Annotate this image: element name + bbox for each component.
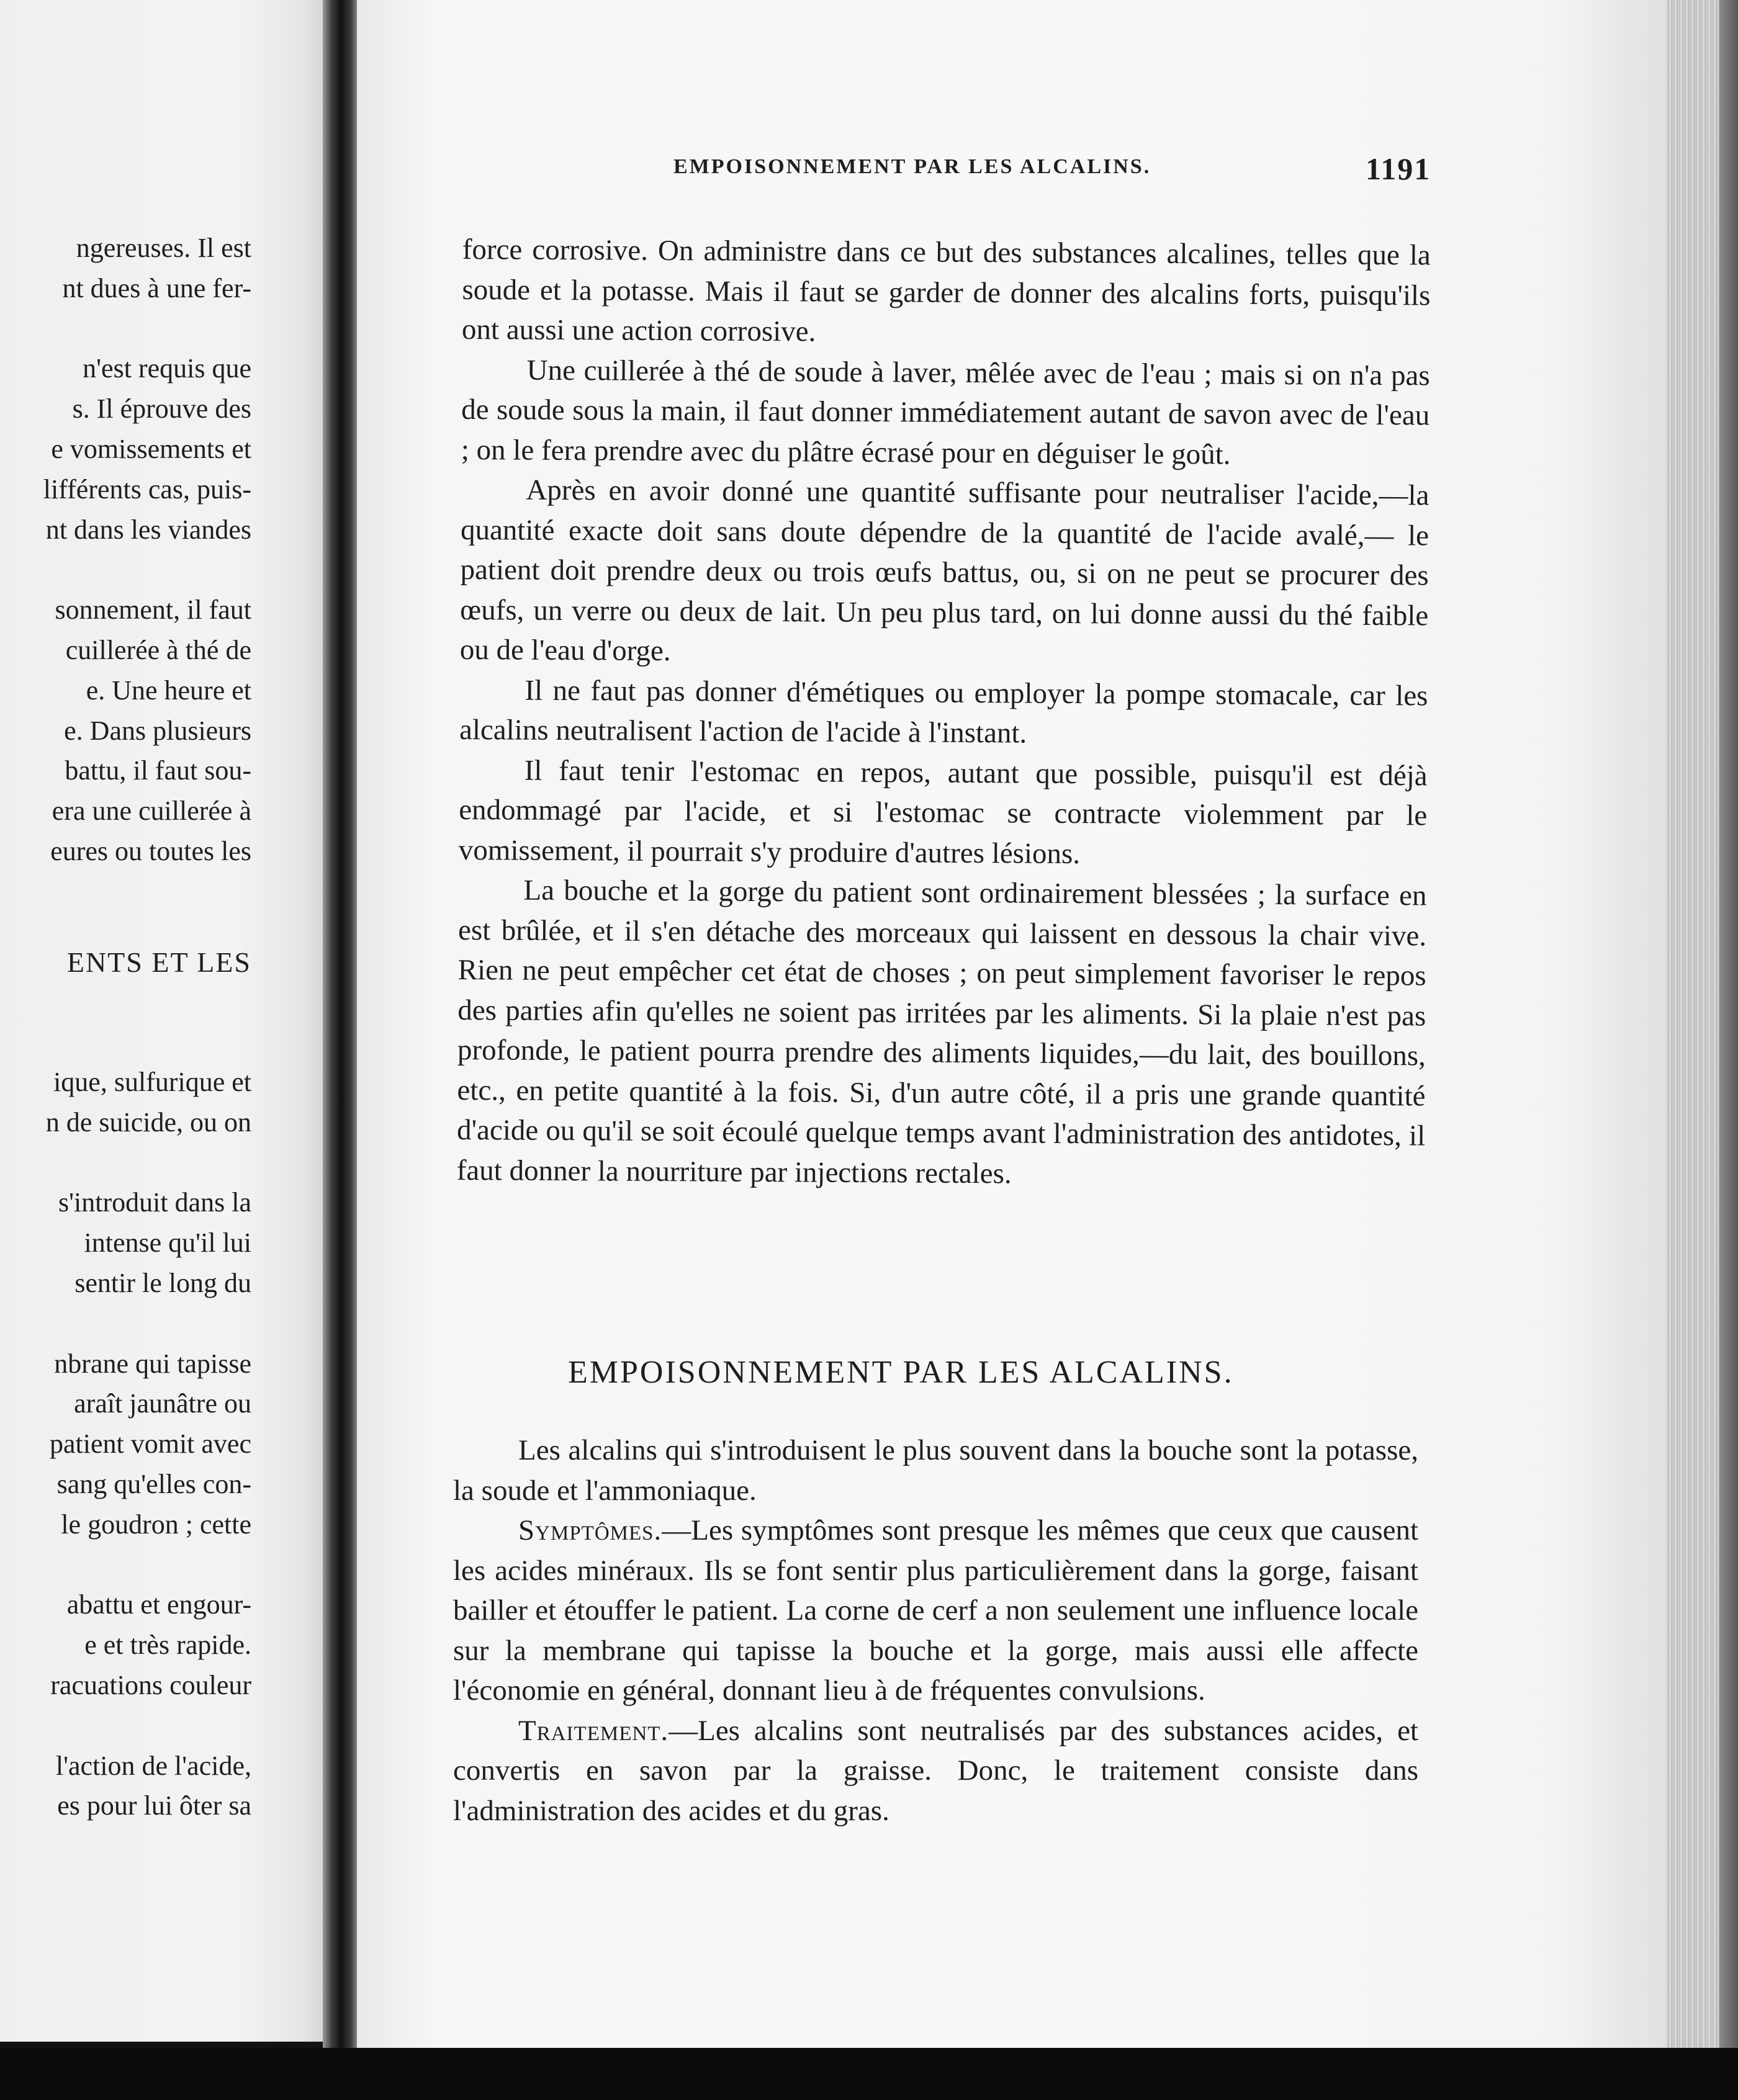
left-page-line: patient vomit avec	[50, 1429, 251, 1460]
left-page-line: n de suicide, ou on	[45, 1106, 251, 1138]
paragraph: force corrosive. On administre dans ce but des substances alcalines, telles que la soude et la potasse. Mais il faut se garder de donner des alcalins forts, puisqu'ils ont aussi une action corrosive.	[461, 233, 1431, 348]
left-page-line: sentir le long du	[74, 1268, 251, 1298]
left-page-line: s. Il éprouve des	[72, 393, 251, 424]
left-page-line: ique, sulfurique et	[53, 1067, 251, 1097]
scan-background	[0, 2048, 1738, 2100]
paragraph: Il faut tenir l'estomac en repos, autant que possible, puisqu'il est déjà endommagé par l'acide, et si l'estomac se contracte violemment par le vomissement, il pourrait s'y produire d'autres lésions.	[458, 754, 1428, 870]
left-page-line: racuations couleur	[50, 1670, 251, 1700]
section-title: EMPOISONNEMENT PAR LES ALCALINS.	[568, 1355, 1234, 1390]
paragraph: Il ne faut pas donner d'émétiques ou employer la pompe stomacale, car les alcalins neutralisent l'action de l'acide à l'instant.	[459, 674, 1428, 750]
left-page-line: cuillerée à thé de	[65, 635, 251, 665]
section-intro: Les alcalins qui s'introduisent le plus souvent dans la bouche sont la potasse, la soude et l'ammoniaque.	[453, 1434, 1418, 1507]
paragraph: Une cuillerée à thé de soude à laver, mêlée avec de l'eau ; mais si on n'a pas de soude sous la main, il faut donner immédiatement autant de savon avec de l'eau ; on le fera prendre avec du plâtre écrasé pour en déguiser le goût.	[461, 354, 1430, 471]
left-page-line: e et très rapide.	[84, 1630, 251, 1661]
left-page-line: sang qu'elles con-	[56, 1469, 251, 1499]
running-head: EMPOISONNEMENT PAR LES ALCALINS.	[673, 155, 1151, 178]
left-page-line: le goudron ; cette	[61, 1509, 251, 1540]
left-page-line: nbrane qui tapisse	[54, 1348, 251, 1379]
left-page-line: e. Dans plusieurs	[64, 715, 251, 746]
paragraph: La bouche et la gorge du patient sont ordinairement blessées ; la surface en est brûlée, et il s'en détache des morceaux qui laissent en dessous la chair vive. Rien ne peut empêcher cet état de choses ; on peut simplement favoriser le repos des parties afin qu'elles ne soient pas irritées par les aliments. Si la plaie n'est pas profonde, le patient pourra prendre des aliments liquides,—du lait, des bouillons, etc., en petite quantité à la fois. Si, d'un autre côté, il a pris une grande quantité d'acide ou qu'il se soit écoulé quelque temps avant l'administration des antidotes, il faut donner la nourriture par injections rectales.	[456, 874, 1427, 1190]
page-number: 1191	[1366, 151, 1431, 186]
left-page-line: s'introduit dans la	[58, 1187, 251, 1218]
left-page-line: nt dues à une fer-	[62, 272, 251, 303]
body-text-lower	[453, 1430, 1418, 1831]
symptoms-paragraph	[453, 1510, 1418, 1711]
left-page-line: l'action de l'acide,	[55, 1750, 251, 1781]
left-page-line: nt dans les viandes	[45, 514, 251, 545]
left-page-line: araît jaunâtre ou	[74, 1388, 251, 1419]
left-page-line: sonnement, il faut	[55, 595, 251, 626]
left-page-heading: ENTS ET LES	[66, 946, 251, 978]
left-page-line: eures ou toutes les	[50, 836, 251, 866]
left-page-line: e. Une heure et	[86, 675, 251, 706]
book-gutter	[323, 0, 360, 2048]
left-page-line: era une cuillerée à	[52, 796, 251, 827]
treatment-paragraph	[453, 1711, 1418, 1831]
treatment-text: —Les alcalins sont neutralisés par des substances acides, et convertis en savon par la graisse. Donc, le traitement consiste dans l'administration des acides et du gras.	[453, 1714, 1418, 1827]
left-page-line: ngereuses. Il est	[76, 233, 251, 263]
right-page	[357, 0, 1667, 2060]
page-edges	[1667, 0, 1738, 2048]
left-page-line: battu, il faut sou-	[65, 755, 251, 786]
left-page-line: abattu et engour-	[66, 1589, 251, 1620]
symptoms-label: Symptômes.	[518, 1514, 662, 1546]
body-text-upper	[457, 230, 1431, 1196]
left-page-line: es pour lui ôter sa	[57, 1790, 251, 1821]
left-page-line: lifférents cas, puis-	[43, 473, 251, 505]
treatment-label: Traitement.	[518, 1714, 669, 1747]
left-page-line: intense qu'il lui	[84, 1227, 251, 1259]
left-page-line: e vomissements et	[51, 434, 251, 464]
paragraph: Après en avoir donné une quantité suffisante pour neutraliser l'acide,—la quantité exacte doit sans doute dépendre de la quantité de l'acide avalé,— le patient doit prendre deux ou trois œufs battus, ou, si on ne peut se procurer des œufs, un verre ou deux de lait. Un peu plus tard, on lui donne aussi du thé faible ou de l'eau d'orge.	[459, 473, 1430, 668]
left-page-line: n'est requis que	[83, 353, 251, 384]
left-page	[0, 0, 335, 2042]
symptoms-text: —Les symptômes sont presque les mêmes que ceux que causent les acides minéraux. Ils se font sentir plus particulièrement dans la gorge, faisant bailler et étouffer le patient. La corne de cerf a non seulement une influence locale sur la membrane qui tapisse la bouche et la gorge, mais aussi elle affecte l'économie en général, donnant lieu à de fréquentes convulsions.	[453, 1514, 1418, 1707]
